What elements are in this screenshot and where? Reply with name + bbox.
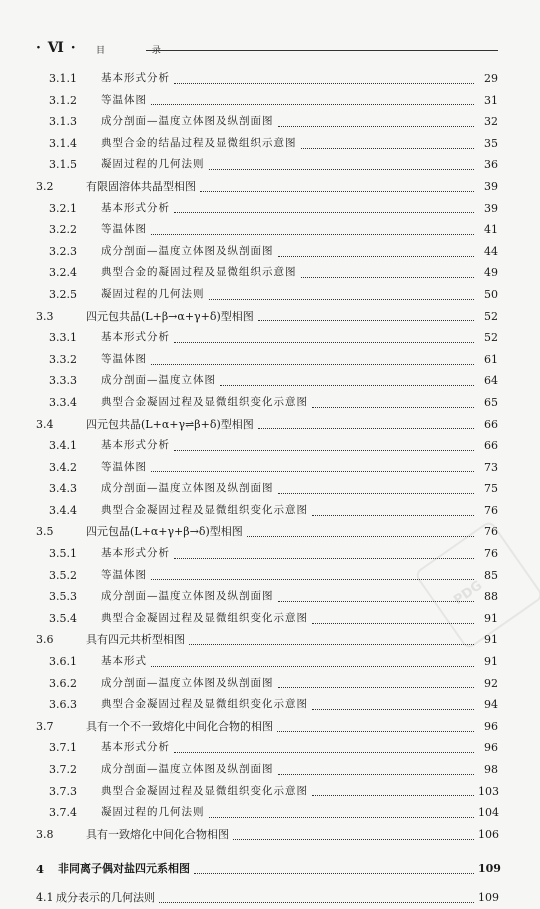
toc-entry-title: 四元包共晶(L+α+γ⇌β+δ)型相图 [86, 417, 254, 431]
toc-entry-number: 3.4.3 [49, 482, 77, 496]
toc-entry-page: 76 [484, 525, 498, 539]
toc-entry[interactable] [36, 629, 498, 651]
toc-entry-page: 65 [484, 395, 498, 409]
toc-entry-title: 成分剖面—温度立体图及纵剖面图 [101, 115, 274, 128]
toc-entry[interactable] [36, 241, 498, 263]
dot-leader [174, 557, 474, 559]
dot-leader [151, 103, 474, 105]
toc-entry-title: 凝固过程的几何法则 [101, 158, 205, 171]
toc-entry-title: 典型合金凝固过程及显微组织变化示意图 [101, 784, 308, 797]
toc-entry-number: 3.5.2 [49, 568, 77, 582]
toc-entry-title: 典型合金凝固过程及显微组织变化示意图 [101, 395, 308, 408]
toc-entry-page: 91 [484, 633, 498, 647]
toc-entry-title: 基本形式分析 [101, 439, 170, 452]
toc-entry[interactable] [36, 219, 498, 241]
toc-entry-page: 61 [484, 352, 498, 366]
dot-leader [312, 708, 474, 710]
dot-leader [209, 168, 475, 170]
toc-entry-page: 35 [484, 136, 498, 150]
toc-entry-page: 103 [478, 784, 499, 798]
dot-leader [312, 514, 474, 516]
toc-entry[interactable] [36, 414, 498, 436]
toc-entry-number: 3.4.2 [49, 460, 77, 474]
toc-entry-page: 29 [484, 72, 498, 85]
toc-entry-number: 3.4.1 [49, 439, 77, 453]
toc-entry-number: 3.4.4 [49, 503, 77, 517]
toc-entry[interactable] [36, 392, 498, 414]
dot-leader [233, 838, 474, 840]
toc-entry-number: 4.1 [36, 891, 54, 905]
toc-entry-page: 44 [484, 244, 498, 258]
toc-entry[interactable] [36, 90, 498, 112]
toc-entry-page: 66 [484, 417, 498, 431]
toc-entry-title: 基本形式分析 [101, 741, 170, 754]
dot-leader [312, 794, 474, 796]
toc-entry-page: 64 [484, 374, 498, 388]
toc-entry-page: 32 [484, 115, 498, 129]
toc-entry-page: 96 [484, 719, 498, 733]
toc-entry-number: 3.3 [36, 309, 54, 323]
toc-entry-number: 3.6.1 [49, 655, 77, 669]
toc-entry-number: 3.7.2 [49, 763, 77, 776]
toc-entry-number: 3.2.1 [49, 201, 77, 215]
toc-entry-title: 基本形式 [101, 655, 147, 668]
toc-entry-number: 3.7.4 [49, 806, 77, 820]
toc-entry[interactable] [36, 857, 501, 881]
toc-entry-title: 成分剖面—温度立体图及纵剖面图 [101, 244, 274, 257]
toc-entry[interactable] [36, 673, 498, 695]
dot-leader [301, 147, 475, 149]
toc-entry[interactable] [36, 500, 498, 522]
dot-leader [151, 363, 474, 365]
toc-entry-page: 39 [484, 179, 498, 193]
toc-entry[interactable] [36, 824, 498, 846]
toc-entry-number: 3.2.3 [49, 244, 77, 258]
dot-leader [174, 449, 474, 451]
toc-entry-number: 3.5.1 [49, 547, 77, 561]
watermark-stamp: PDG [414, 520, 540, 651]
toc-entry-title: 等温体图 [101, 223, 147, 236]
page-number: · Ⅵ · [36, 40, 77, 56]
toc-entry-page: 36 [484, 158, 498, 172]
toc-entry-title: 基本形式分析 [101, 547, 170, 560]
toc-entry-number: 3.6.3 [49, 698, 77, 712]
dot-leader [174, 341, 474, 343]
toc-entry-title: 等温体图 [101, 568, 147, 581]
toc-entry-title: 四元包晶(L+α+γ+β→δ)型相图 [86, 525, 243, 539]
toc-entry-number: 3.1.1 [49, 72, 77, 85]
dot-leader [312, 406, 474, 408]
dot-leader [174, 211, 474, 213]
toc-entry-number: 3.2.5 [49, 287, 77, 301]
toc-entry-page: 75 [484, 482, 498, 496]
header-title: 目 录 [96, 46, 183, 56]
toc-entry[interactable] [36, 802, 498, 824]
toc-entry-title: 有限固溶体共晶型相图 [86, 179, 196, 193]
toc-entry-number: 3.1.5 [49, 158, 77, 172]
toc-entry-page: 66 [484, 439, 498, 453]
toc-entry-title: 等温体图 [101, 352, 147, 365]
toc-entry[interactable] [36, 737, 498, 759]
toc-entry[interactable] [36, 435, 498, 457]
toc-entry-title: 凝固过程的几何法则 [101, 287, 205, 300]
toc-entry-page: 39 [484, 201, 498, 215]
toc-entry-title: 基本形式分析 [101, 331, 170, 344]
toc-entry[interactable] [36, 370, 498, 392]
toc-entry-title: 典型合金凝固过程及显微组织变化示意图 [101, 611, 308, 624]
toc-entry-title: 基本形式分析 [101, 201, 170, 214]
toc-entry-page: 109 [478, 891, 499, 905]
toc-entry[interactable] [36, 154, 498, 176]
toc-entry[interactable] [36, 327, 498, 349]
toc-entry[interactable] [36, 284, 498, 306]
dot-leader [159, 901, 474, 903]
toc-entry-title: 典型合金的结晶过程及显微组织示意图 [101, 136, 297, 149]
toc-entry-page: 52 [484, 331, 498, 345]
header-rule [146, 50, 498, 51]
dot-leader [278, 686, 475, 688]
dot-leader [278, 255, 475, 257]
toc-entry-number: 3.4 [36, 417, 54, 431]
toc-entry-title: 成分剖面—温度立体图及纵剖面图 [101, 590, 274, 603]
toc-entry-number: 3.3.4 [49, 395, 77, 409]
toc-entry-number: 3.6.2 [49, 676, 77, 690]
toc-entry-title: 基本形式分析 [101, 72, 170, 84]
toc-entry-page: 52 [484, 309, 498, 323]
toc-entry-page: 73 [484, 460, 498, 474]
toc-entry-page: 76 [484, 547, 498, 561]
toc-entry-page: 109 [478, 862, 501, 876]
dot-leader [200, 190, 474, 192]
toc-entry-page: 88 [484, 590, 498, 604]
toc-entry-number: 3.7.3 [49, 784, 77, 798]
toc-entry-title: 凝固过程的几何法则 [101, 806, 205, 819]
toc-entry-number: 3.3.1 [49, 331, 77, 345]
toc-entry-number: 3.3.3 [49, 374, 77, 388]
toc-entry-title: 成分表示的几何法则 [56, 891, 155, 905]
toc-entry-number: 3.5 [36, 525, 54, 539]
toc-entry[interactable] [36, 198, 498, 220]
toc-entry-number: 3.3.2 [49, 352, 77, 366]
dot-leader [278, 125, 475, 127]
toc-entry-number: 3.2 [36, 179, 54, 193]
toc-entry[interactable] [36, 68, 498, 90]
toc-entry[interactable] [36, 133, 498, 155]
dot-leader [151, 233, 474, 235]
dot-leader [277, 730, 474, 732]
toc-entry[interactable] [36, 694, 498, 716]
toc-entry-title: 非同离子偶对盐四元系相图 [58, 862, 190, 876]
toc-entry[interactable] [36, 457, 498, 479]
toc-entry-title: 典型合金凝固过程及显微组织变化示意图 [101, 698, 308, 711]
toc-entry-title: 四元包共晶(L+β→α+γ+δ)型相图 [86, 309, 254, 323]
toc-entry-title: 具有一个不一致熔化中间化合物的相图 [86, 719, 273, 733]
dot-leader [301, 276, 475, 278]
toc-entry-page: 76 [484, 503, 498, 517]
dot-leader [194, 872, 474, 874]
toc-entry-number: 3.5.3 [49, 590, 77, 604]
toc-entry-title: 等温体图 [101, 93, 147, 106]
dot-leader [151, 665, 474, 667]
toc-entry-number: 3.6 [36, 633, 54, 647]
toc-entry-page: 92 [484, 676, 498, 690]
dot-leader [189, 643, 474, 645]
dot-leader [278, 773, 475, 775]
toc-entry-title: 具有四元共析型相图 [86, 633, 185, 647]
toc-entry-page: 106 [478, 827, 499, 841]
toc-entry-number: 3.7 [36, 719, 54, 733]
toc-entry-number: 3.2.2 [49, 223, 77, 237]
toc-entry[interactable] [36, 349, 498, 371]
toc-entry[interactable] [36, 716, 498, 738]
dot-leader [209, 298, 475, 300]
toc-entry-title: 典型合金凝固过程及显微组织变化示意图 [101, 503, 308, 516]
toc-entry[interactable] [36, 887, 498, 909]
toc-entry-number: 3.2.4 [49, 266, 77, 280]
toc-entry-page: 98 [484, 763, 498, 776]
toc-entry[interactable] [36, 759, 498, 781]
dot-leader [278, 492, 475, 494]
toc-entry[interactable] [36, 111, 498, 133]
dot-leader [151, 470, 474, 472]
toc-entry-title: 等温体图 [101, 460, 147, 473]
toc-entry-title: 典型合金的凝固过程及显微组织示意图 [101, 266, 297, 279]
toc-entry-title: 成分剖面—温度立体图及纵剖面图 [101, 676, 274, 689]
toc-entry[interactable] [36, 478, 498, 500]
dot-leader [258, 319, 474, 321]
toc-entry-number: 3.7.1 [49, 741, 77, 755]
toc-entry[interactable] [36, 608, 498, 630]
dot-leader [220, 384, 474, 386]
toc-entry[interactable] [36, 306, 498, 328]
dot-leader [209, 816, 475, 818]
toc-entry[interactable] [36, 262, 498, 284]
dot-leader [174, 82, 474, 84]
toc-entry[interactable] [36, 521, 498, 543]
toc-entry-number: 3.1.4 [49, 136, 77, 150]
toc-entry-title: 成分剖面—温度立体图及纵剖面图 [101, 763, 274, 775]
toc-entry-page: 49 [484, 266, 498, 280]
dot-leader [258, 427, 474, 429]
toc-entry-page: 31 [484, 93, 498, 107]
toc-entry[interactable] [36, 176, 498, 198]
toc-entry-number: 4 [36, 862, 45, 877]
toc-entry-number: 3.1.2 [49, 93, 77, 107]
toc-entry-number: 3.1.3 [49, 115, 77, 129]
toc-entry-title: 具有一致熔化中间化合物相图 [86, 827, 229, 841]
toc-entry-page: 91 [484, 611, 498, 625]
toc-entry-page: 94 [484, 698, 498, 712]
toc-entry-page: 96 [484, 741, 498, 755]
dot-leader [174, 751, 474, 753]
page-header [36, 40, 498, 60]
toc-entry-page: 91 [484, 655, 498, 669]
toc-entry-title: 成分剖面—温度立体图 [101, 374, 216, 387]
toc-entry-page: 85 [484, 568, 498, 582]
toc-entry-title: 成分剖面—温度立体图及纵剖面图 [101, 482, 274, 495]
toc-entry-number: 3.5.4 [49, 611, 77, 625]
table-of-contents [36, 68, 501, 909]
toc-entry[interactable] [36, 781, 498, 803]
dot-leader [247, 535, 474, 537]
toc-entry[interactable] [36, 651, 498, 673]
toc-entry-page: 41 [484, 223, 498, 237]
toc-entry-page: 104 [478, 806, 499, 820]
toc-entry-number: 3.8 [36, 827, 54, 841]
toc-entry-page: 50 [484, 287, 498, 301]
